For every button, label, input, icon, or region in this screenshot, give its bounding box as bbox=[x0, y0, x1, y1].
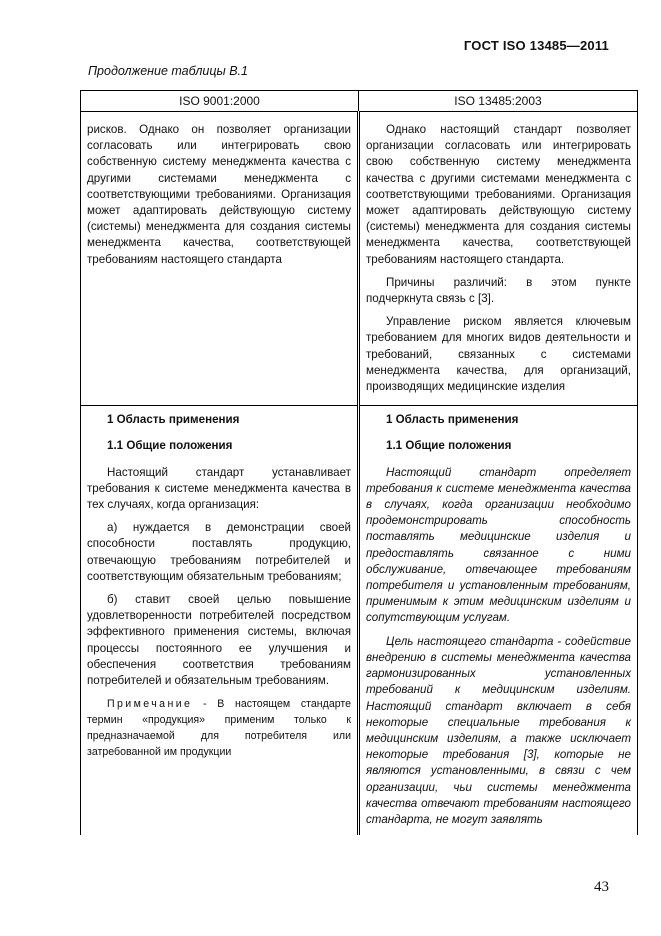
standard-id: ГОСТ ISO 13485—2011 bbox=[463, 38, 609, 53]
cell-paragraph: Настоящий стандарт определяет требования к системе менеджмента качества в случаях, когда организации необходимо продемонстрировать способность поставлять медицинские изделия и предоставлять связанное с ними обслуживание, отвечающее требованиям потребителя и установленным требованиям, применимым к этим медицинским изделиям и сопутствующим услугам. bbox=[366, 465, 631, 625]
column-header-iso13485: ISO 13485:2003 bbox=[359, 91, 638, 112]
cell-paragraph: Настоящий стандарт устанавливает требования к системе менеджмента качества в тех случаях, когда организация: bbox=[87, 465, 351, 512]
note bbox=[87, 696, 351, 760]
cell-paragraph: Управление риском является ключевым требованием для многих видов деятельности и требований, связанных с системами менеджмента качества, для организаций, производящих медицинские изделия bbox=[366, 315, 631, 394]
table-row bbox=[81, 112, 638, 406]
table-header-row bbox=[81, 91, 638, 112]
cell-paragraph: Цель настоящего стандарта - содействие внедрению в системы менеджмента качества гармонизированных установленных требований к медицинским изделиям. Настоящий стандарт включает в себя некоторые специальные требования к медицинским изделиям, а также исключает некоторые требования [3], которые не являются установленными, в связи с чем организации, чьи системы менеджмента качества отвечают требованиям настоящего стандарта, не могут заявлять bbox=[366, 634, 631, 826]
table-cell-iso13485 bbox=[359, 112, 638, 406]
cell-paragraph: Однако настоящий стандарт позволяет организации согласовать или интегрировать свою собственную систему менеджмента качества с другими системами менеджмента с соответствующими требованиями. Организация может адаптировать действующую систему (системы) менеджмента для создания системы менеджмента качества, соответствующей требованиям настоящего стандарта. bbox=[366, 123, 631, 266]
comparison-table bbox=[80, 90, 638, 835]
section-heading: 1 Область применения bbox=[107, 413, 240, 427]
table-cell-iso9001 bbox=[81, 112, 359, 406]
table-cell-iso13485 bbox=[359, 406, 638, 835]
page-number: 43 bbox=[594, 879, 609, 895]
cell-paragraph: Причины различий: в этом пункте подчеркнута связь с [3]. bbox=[366, 275, 631, 306]
cell-paragraph: рисков. Однако он позволяет организации согласовать или интегрировать свою собственную систему менеджмента качества с другими системами менеджмента с соответствующими требованиями. Организация может адаптировать действующую систему (системы) менеджмента для создания системы менеджмента качества, соответствующей требованиям настоящего стандарта bbox=[87, 123, 351, 266]
section-heading: 1 Область применения bbox=[386, 413, 519, 427]
cell-paragraph: а) нуждается в демонстрации своей способности поставлять продукцию, отвечающую требованиям потребителей и соответствующим обязательным требованиям; bbox=[87, 521, 351, 583]
cell-paragraph: б) ставит своей целью повышение удовлетворенности потребителей посредством эффективного применения системы, включая процессы постоянного ее улучшения и обеспечения соответствия требованиям потребителей и обязательным требованиям. bbox=[87, 593, 351, 688]
subsection-heading: 1.1 Общие положения bbox=[386, 439, 512, 453]
note-label: Примечание bbox=[107, 698, 193, 711]
subsection-heading: 1.1 Общие положения bbox=[107, 439, 233, 453]
table-continuation-caption: Продолжение таблицы В.1 bbox=[88, 64, 248, 78]
note-text: - В настоящем стандарте термин «продукция» применим только к предназначаемой для потребителя или затребованной им продукции bbox=[87, 698, 351, 759]
table-cell-iso9001 bbox=[81, 406, 359, 835]
column-header-iso9001: ISO 9001:2000 bbox=[81, 91, 359, 112]
table-row bbox=[81, 406, 638, 835]
